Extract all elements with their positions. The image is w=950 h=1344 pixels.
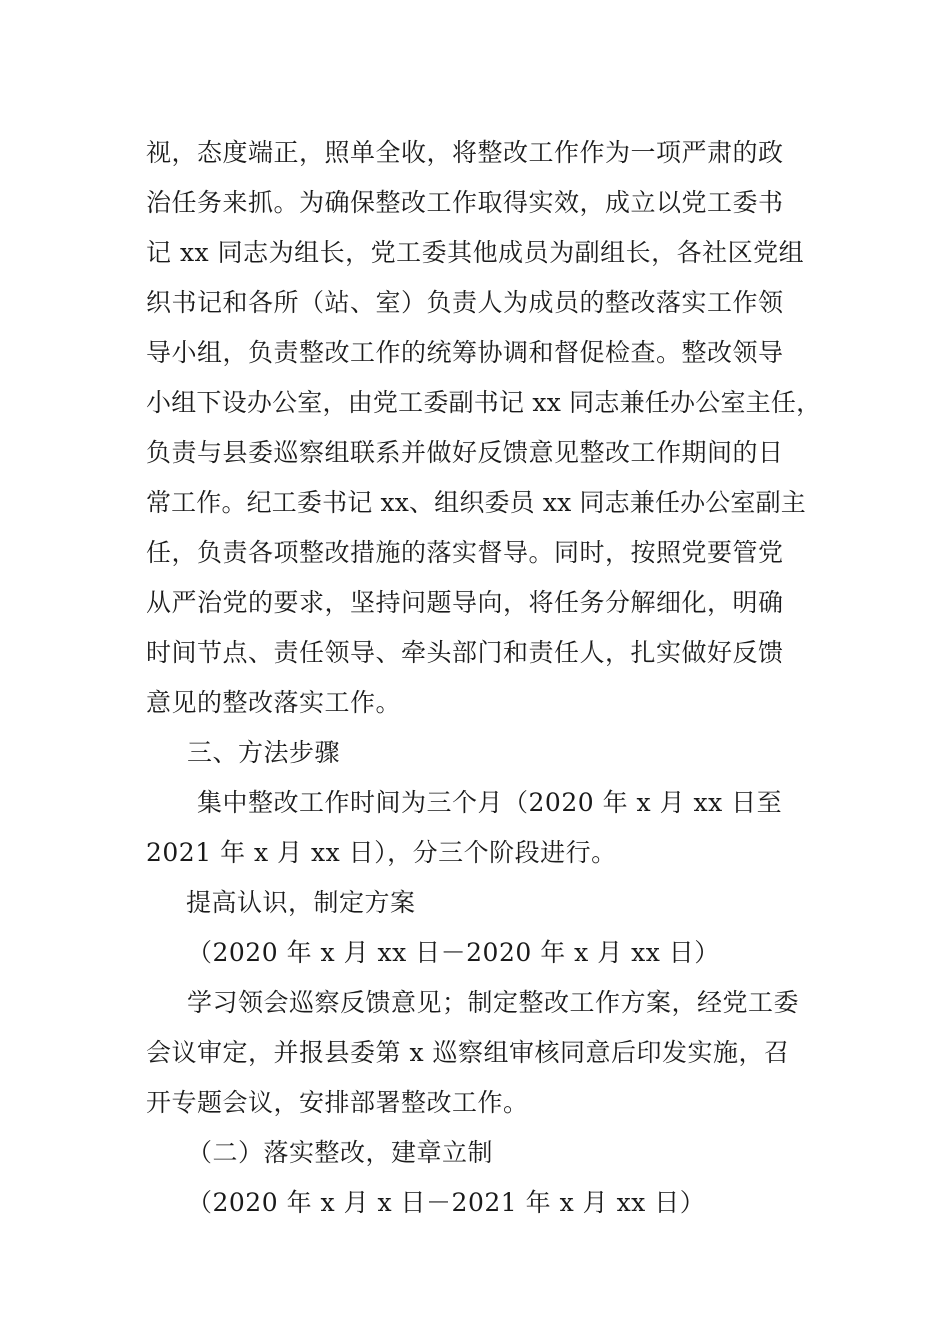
section-heading-methods: 三、方法步骤 [187,738,341,767]
body-line-6: 小组下设办公室，由党工委副书记 xx 同志兼任办公室主任， [146,388,822,417]
body-line-20: 开专题会议，安排部署整改工作。 [146,1088,529,1117]
body-line-2: 治任务来抓。为确保整改工作取得实效，成立以党工委书 [146,188,784,217]
body-line-7: 负责与县委巡察组联系并做好反馈意见整改工作期间的日 [146,438,784,467]
body-line-8: 常工作。纪工委书记 xx、组织委员 xx 同志兼任办公室副主 [146,488,806,517]
body-line-14: 集中整改工作时间为三个月（2020 年 x 月 xx 日至 [197,788,783,817]
body-line-10: 从严治党的要求，坚持问题导向，将任务分解细化，明确 [146,588,784,617]
body-line-19: 会议审定，并报县委第 x 巡察组审核同意后印发实施，召 [146,1038,790,1067]
stage-period-1: （2020 年 x 月 xx 日－2020 年 x 月 xx 日） [187,938,720,967]
stage-period-2: （2020 年 x 月 x 日－2021 年 x 月 xx 日） [187,1188,706,1217]
body-line-1: 视，态度端正，照单全收，将整改工作作为一项严肃的政 [146,138,784,167]
body-line-18: 学习领会巡察反馈意见；制定整改工作方案，经党工委 [187,988,800,1017]
body-line-4: 织书记和各所（站、室）负责人为成员的整改落实工作领 [146,288,784,317]
body-line-12: 意见的整改落实工作。 [146,688,402,717]
body-line-9: 任，负责各项整改措施的落实督导。同时，按照党要管党 [146,538,784,567]
body-line-11: 时间节点、责任领导、牵头部门和责任人，扎实做好反馈 [146,638,784,667]
stage-heading-1: 提高认识，制定方案 [186,888,416,917]
stage-heading-2: （二）落实整改，建章立制 [187,1138,494,1167]
body-line-3: 记 xx 同志为组长，党工委其他成员为副组长，各社区党组 [146,238,805,267]
body-line-5: 导小组，负责整改工作的统筹协调和督促检查。整改领导 [146,338,784,367]
body-line-15: 2021 年 x 月 xx 日），分三个阶段进行。 [146,838,617,867]
